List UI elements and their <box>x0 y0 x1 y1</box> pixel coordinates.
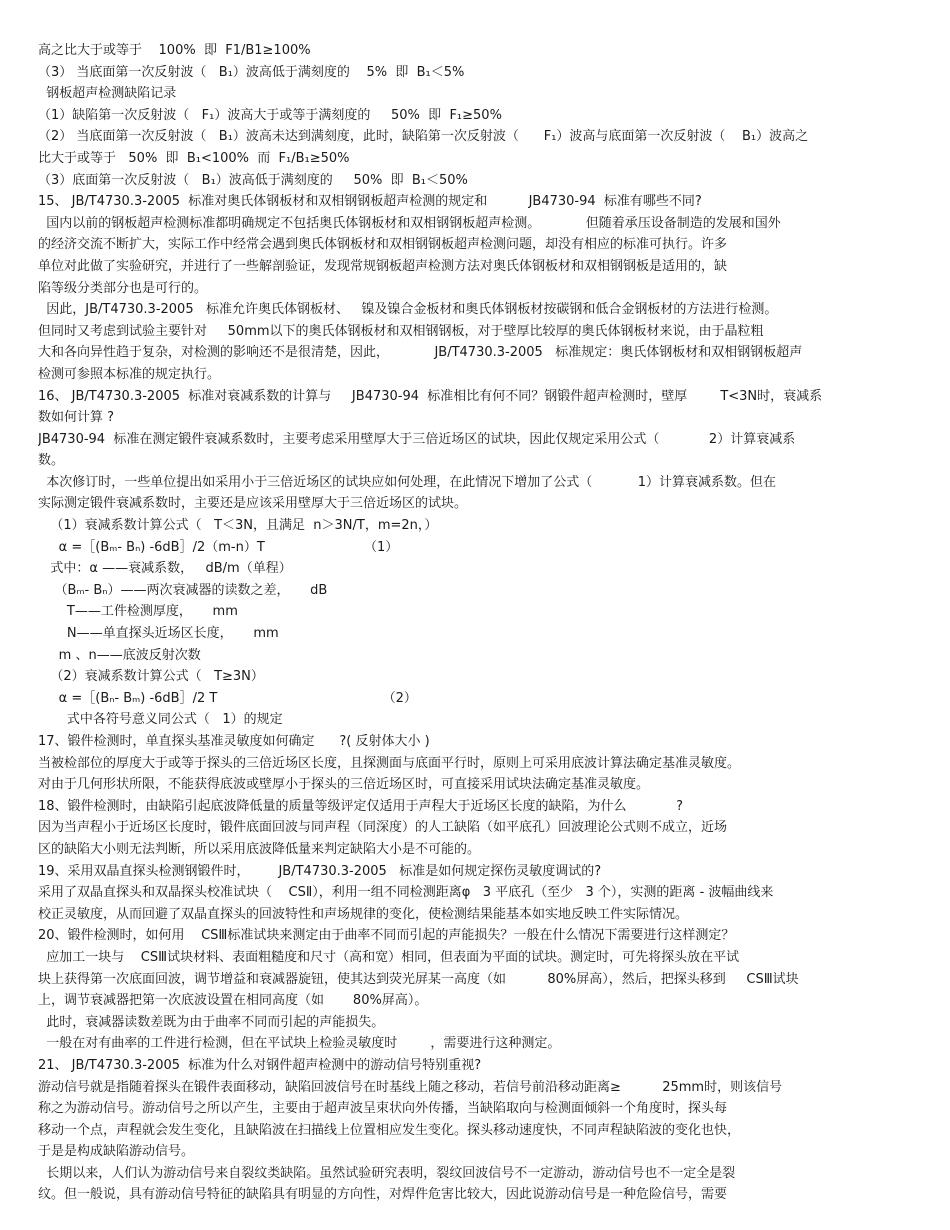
text-line: 应加工一块与 CSⅢ试块材料、表面粗糙度和尺寸（高和宽）相同，但表面为平面的试块。测定时，可先将探头放在平试 <box>38 949 740 965</box>
text-line: （1）缺陷第一次反射波（ F₁）波高大于或等于满刻度的 50% 即 F₁≥50% <box>38 107 502 123</box>
text-line: （Bₘ- Bₙ）——两次衰减器的读数之差， dB <box>38 582 328 598</box>
text-line: （2） 当底面第一次反射波（ B₁）波高未达到满刻度，此时，缺陷第一次反射波（ F₁）波高与底面第一次反射波（ B₁）波高之 <box>38 129 809 145</box>
text-line: 此时，衰减器读数差既为由于曲率不同而引起的声能损失。 <box>38 1014 385 1030</box>
text-line: 陷等级分类部分也是可行的。 <box>38 280 208 296</box>
text-line: m 、n——底波反射次数 <box>38 647 201 663</box>
text-line: 校正灵敏度，从而回避了双晶直探头的回波特性和声场规律的变化，使检测结果能基本如实地反映工件实际情况。 <box>38 906 689 922</box>
text-line: 国内以前的钢板超声检测标准都明确规定不包括奥氏体钢板材和双相钢钢板超声检测。 但随着承压设备制造的发展和国外 <box>38 215 781 231</box>
text-line: 块上获得第一次底面回波，调节增益和衰减器旋钮，使其达到荧光屏某一高度（如 80%屏高），然后，把探头移到 CSⅢ试块 <box>38 971 799 987</box>
text-line: 采用了双晶直探头和双晶探头校准试块（ CSⅡ），利用一组不同检测距离φ 3 平底孔（至少 3 个），实测的距离 - 波幅曲线来 <box>38 885 774 901</box>
text-line: 数如何计算 ? <box>38 410 115 426</box>
text-line: （1）衰减系数计算公式（ T＜3N，且满足 n＞3N/T，m=2n，） <box>38 518 438 534</box>
text-line: 单位对此做了实验研究，并进行了一些解剖验证，发现常规钢板超声检测方法对奥氏体钢板材和双相钢钢板是适用的，缺 <box>38 258 728 274</box>
text-line: 当被检部位的厚度大于或等于探头的三倍近场区长度，且探测面与底面平行时，原则上可采用底波计算法确定基准灵敏度。 <box>38 755 741 771</box>
text-line: T——工件检测厚度， mm <box>38 604 238 620</box>
text-line: JB4730-94 标准在测定锻件衰减系数时，主要考虑采用壁厚大于三倍近场区的试块，因此仅规定采用公式（ 2）计算衰减系 <box>38 431 796 447</box>
text-line: 移动一个点，声程就会发生变化，且缺陷波在扫描线上位置相应发生变化。探头移动速度快，不同声程缺陷波的变化也快， <box>38 1122 741 1138</box>
text-line: 18、锻件检测时，由缺陷引起底波降低量的质量等级评定仅适用于声程大于近场区长度的缺陷，为什么 ? <box>38 798 684 814</box>
text-line: 检测可参照本标准的规定执行。 <box>38 366 221 382</box>
text-line: 16、 JB/T4730.3-2005 标准对衰减系数的计算与 JB4730-94 标准相比有何不同？钢锻件超声检测时，壁厚 T<3N时，衰减系 <box>38 388 823 404</box>
text-line: （3）底面第一次反射波（ B₁）波高低于满刻度的 50% 即 B₁＜50% <box>38 172 468 188</box>
text-line: 上，调节衰减器把第一次底波设置在相同高度（如 80%屏高）。 <box>38 993 428 1009</box>
text-line: 纹。但一般说，具有游动信号特征的缺陷具有明显的方向性，对焊件危害比较大，因此说游动信号是一种危险信号，需要 <box>38 1187 728 1203</box>
text-line: 本次修订时，一些单位提出如采用小于三倍近场区的试块应如何处理，在此情况下增加了公式（ 1）计算衰减系数。但在 <box>38 474 776 490</box>
text-line: 区的缺陷大小则无法判断，所以采用底波降低量来判定缺陷大小是不可能的。 <box>38 841 481 857</box>
text-line: N——单直探头近场区长度， mm <box>38 626 279 642</box>
text-line: 但同时又考虑到试验主要针对 50mm以下的奥氏体钢板材和双相钢钢板，对于壁厚比较厚的奥氏体钢板材来说，由于晶粒粗 <box>38 323 764 339</box>
text-line: 20、锻件检测时，如何用 CSⅢ标准试块来测定由于曲率不同而引起的声能损失？一般在什么情况下需要进行这样测定？ <box>38 928 735 944</box>
text-line: 钢板超声检测缺陷记录 <box>38 86 177 102</box>
text-line: 19、采用双晶直探头检测钢锻件时， JB/T4730.3-2005 标准是如何规定探伤灵敏度调试的? <box>38 863 602 879</box>
text-line: 因为当声程小于近场区长度时，锻件底面回波与同声程（同深度）的人工缺陷（如平底孔）回波理论公式则不成立，近场 <box>38 820 728 836</box>
text-line: 21、 JB/T4730.3-2005 标准为什么对钢件超声检测中的游动信号特别重视? <box>38 1057 482 1073</box>
text-line: 17、锻件检测时，单直探头基准灵敏度如何确定 ?( 反射体大小 ) <box>38 734 430 749</box>
text-line: 于是是构成缺陷游动信号。 <box>38 1144 195 1160</box>
text-line: （3） 当底面第一次反射波（ B₁）波高低于满刻度的 5% 即 B₁＜5% <box>38 64 465 80</box>
text-line: 称之为游动信号。游动信号之所以产生，主要由于超声波呈束状向外传播，当缺陷取向与检测面倾斜一个角度时，探头每 <box>38 1101 728 1117</box>
text-line: 高之比大于或等于 100% 即 F1/B1≥100% <box>38 43 311 58</box>
text-line: 的经济交流不断扩大，实际工作中经常会遇到奥氏体钢板材和双相钢钢板超声检测问题，却没有相应的标准可执行。许多 <box>38 237 728 253</box>
text-line: 比大于或等于 50% 即 B₁<100% 而 F₁/B₁≥50% <box>38 150 350 166</box>
text-line: α =［(Bₘ- Bₙ) -6dB］/2（m-n）T （1） <box>38 539 399 555</box>
text-line: 长期以来，人们认为游动信号来自裂纹类缺陷。虽然试验研究表明，裂纹回波信号不一定游动，游动信号也不一定全是裂 <box>38 1165 736 1181</box>
text-line: 大和各向异性趋于复杂，对检测的影响还不是很清楚，因此， JB/T4730.3-2005 标准规定：奥氏体钢板材和双相钢钢板超声 <box>38 345 803 361</box>
text-line: α =［(Bₙ- Bₘ) -6dB］/2 T （2） <box>38 690 417 706</box>
text-line: 游动信号就是指随着探头在锻件表面移动，缺陷回波信号在时基线上随之移动，若信号前沿移动距离≥ 25mm时，则该信号 <box>38 1079 783 1095</box>
text-line: 式中：α ——衰减系数， dB/m（单程） <box>38 561 292 577</box>
text-line: 数。 <box>38 453 65 469</box>
document-body <box>38 40 918 1206</box>
text-line: 一般在对有曲率的工件进行检测，但在平试块上检验灵敏度时 ，需要进行这种测定。 <box>38 1036 561 1052</box>
text-line: 式中各符号意义同公式（ 1）的规定 <box>38 712 283 728</box>
text-line: 实际测定锻件衰减系数时，主要还是应该采用壁厚大于三倍近场区的试块。 <box>38 496 468 512</box>
text-line: （2）衰减系数计算公式（ T≥3N） <box>38 669 264 685</box>
text-line: 15、 JB/T4730.3-2005 标准对奥氏体钢板材和双相钢钢板超声检测的规定和 JB4730-94 标准有哪些不同? <box>38 194 702 210</box>
text-line: 因此，JB/T4730.3-2005 标准允许奥氏体钢板材、 镍及镍合金板材和奥氏体钢板材按碳钢和低合金钢板材的方法进行检测。 <box>38 302 778 318</box>
text-line: 对由于几何形状所限，不能获得底波或壁厚小于探头的三倍近场区时，可直接采用试块法确定基准灵敏度。 <box>38 777 650 793</box>
